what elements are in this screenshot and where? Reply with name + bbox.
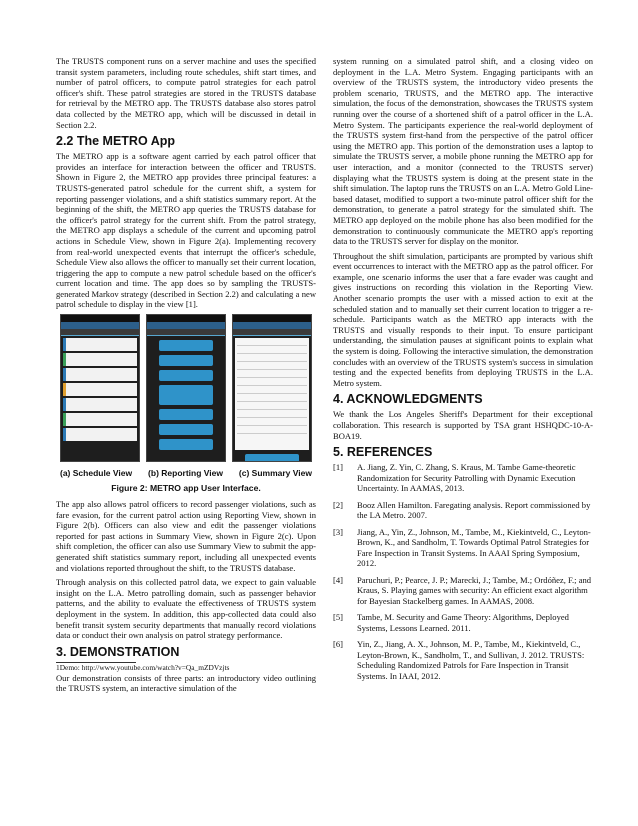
paragraph-demonstration: Our demonstration consists of three parts: an introductory video outlining the TRUSTS system, an interactive simulation of the [56, 672, 316, 694]
schedule-view-screenshot [60, 314, 140, 462]
figure-caption: Figure 2: METRO app User Interface. [111, 483, 261, 494]
right-column [333, 56, 593, 687]
reference-item: [1] A. Jiang, Z. Yin, C. Zhang, S. Kraus, M. Tambe Game-theoretic Randomization for Security Patrolling with Dynamic Execution Uncertainty. In AAMAS, 2013. [333, 462, 576, 494]
summary-view-screenshot [232, 314, 312, 462]
paragraph-simulation: system running on a simulated patrol shift, and a closing video on deployment in the L.A. Metro System. Engaging participants with an overview of the TRUSTS system, the introductory video presents the problem scenario, TRUSTS, and the METRO app. The interactive simulation, the focus of the demonstration, showcases the TRUSTS system running over the course of a shortened shift of a patrol officer in the L.A. Metro System. The participants experience the real-world deployment of the TRUSTS system first-hand from the perspective of the patrol officer using the METRO app. This portion of the demonstration uses a laptop to simulate the TRUSTS server, a mobile phone running the METRO app for user interaction, and a monitor (connected to the TRUSTS server) displaying what the TRUSTS system is doing at the present state in the shift simulation. The laptop runs the TRUSTS on an L.A. Metro Gold Line-based dataset, modified to support a two-minute patrol officer shift for the demonstration, to generate a patrol strategy for the simulated shift. The METRO app deployed on the mobile phone has also been modified for the demonstration to continuously communicate the METRO app's reporting data to the TRUSTS server for display on the monitor. [333, 56, 593, 247]
section-heading-acknowledgments: 4. ACKNOWLEDGMENTS [333, 392, 483, 407]
paragraph-shift-simulation: Throughout the shift simulation, participants are prompted by various shift event occurrences to interact with the METRO app as the patrol officer. For example, one scenario informs the user that a fare evader was caught and gives instructions on recording this violation in the Reporting View. Another scenario prompts the user with a missed action to exit at the scheduled station and to manually set their current location to trigger a re-schedule. Participants watch as the METRO app interacts with the TRUSTS and visually responds to their input. To ensure participant understanding, the simulation pauses at significant points to explain what the system is doing. Following the interactive simulation, the demonstration concludes with an overview of the TRUSTS system's success in simulation testing and the expected benefits from deploying TRUSTS in the L.A. Metro system. [333, 250, 593, 388]
figure-screenshots [60, 314, 312, 462]
reference-item: [5] Tambe, M. Security and Game Theory: Algorithms, Deployed Systems, Lessons Learned. 2011. [333, 612, 569, 633]
reference-list [333, 462, 593, 681]
subfigure-captions [60, 468, 312, 478]
reference-item: [3] Jiang, A., Yin, Z., Johnson, M., Tambe, M., Kiekintveld, C., Leyton-Brown, K., and Sandholm, T. Towards Optimal Patrol Strategies for Fare Inspection in Transit Systems. In AAAI Spring Symposium, 2012. [333, 526, 591, 569]
section-heading-metro-app: 2.2 The METRO App [56, 134, 175, 149]
left-column [56, 56, 316, 698]
paragraph-trusts-component: The TRUSTS component runs on a server machine and uses the specified transit system parameters, including route schedules, shift start times, and number of patrol officers, to compute patrol strategies for each patrol officer's shift. These patrol strategies are stored in the TRUSTS database for retrieval by the METRO app. The TRUSTS database also stores patrol data collected by the METRO app, which will be discussed in detail in Section 2.2. [56, 56, 316, 130]
reference-item: [6] Yin, Z., Jiang, A. X., Johnson, M. P., Tambe, M., Kiekintveld, C., Leyton-Brown, K., Sandholm, T., and Sullivan, J. 2012. TRUSTS: Scheduling Randomized Patrols for Fare Inspection in Transit Systems. In IAAI, 2012. [333, 639, 585, 681]
figure-2 [56, 314, 316, 493]
reference-item: [4] Paruchuri, P.; Pearce, J. P.; Marecki, J.; Tambe, M.; Ordóñez, F.; and Kraus, S. Playing games with security: An efficient exact algorithm for Bayesian Stackelberg games. In AAMAS, 2008. [333, 574, 592, 606]
section-heading-demonstration: 3. DEMONSTRATION [56, 644, 180, 659]
caption-schedule-view: (a) Schedule View [60, 468, 133, 479]
caption-reporting-view: (b) Reporting View [148, 468, 223, 479]
reference-item: [2] Booz Allen Hamilton. Faregating analysis. Report commissioned by the LA Metro. 2007. [333, 499, 591, 521]
paragraph-analysis: Through analysis on this collected patrol data, we expect to gain valuable insight on the L.A. Metro patrolling domain, such as passenger behavior patterns, and the ability to evaluate the effectiveness of TRUSTS system deployment in the system. In addition, this app-collected data could also benefit transit system security departments that manually record violations data or conduct their own analysis on patrol strategy performance. [56, 577, 316, 641]
footnote-demo-link: 1Demo: http://www.youtube.com/watch?v=Qa_mZDVzjts [56, 662, 230, 672]
reporting-view-screenshot [146, 314, 226, 462]
caption-summary-view: (c) Summary View [238, 468, 312, 479]
section-heading-references: 5. REFERENCES [333, 445, 433, 460]
paragraph-acknowledgments: We thank the Los Angeles Sheriff's Department for their exceptional collaboration. This research is supported by TSA grant HSHQDC-10-A-BOA19. [333, 409, 593, 441]
paragraph-metro-app: The METRO app is a software agent carried by each patrol officer that provides an interface for interaction between the officer and TRUSTS. Shown in Figure 2, the METRO app provides three principal features: a TRUSTS-generated patrol schedule for the current shift, a system for reporting passenger violations, and a shift statistics summary report. At the beginning of the shift, the METRO app queries the TRUSTS database for the officer's patrol strategy for the current shift. From the patrol strategy, the METRO app displays a schedule of the current and upcoming patrol actions in Schedule View, shown in Figure 2(a). Implementing recovery from real-world unexpected events that interrupt the officer's schedule, Schedule View also allows the officer to manually set their current location, triggering the app to compute a new patrol schedule based on the officer's current location and time. The app does so by sampling the TRUSTS-generated Markov strategy (described in Section 2.2) and calculating a new patrol schedule to display in the view [1]. [56, 151, 316, 310]
paragraph-passenger-violations: The app also allows patrol officers to record passenger violations, such as fare evasion, for the current patrol action using Reporting View, shown in Figure 2(b). Officers can also view and edit the passenger violations reported for past actions in Summary View, shown in Figure 2(c). Upon shift completion, the officer can also use Summary View to submit the app-generated shift statistics summary report, including all unexpected events and violations reported throughout the shift, to the TRUSTS database. [56, 499, 316, 573]
